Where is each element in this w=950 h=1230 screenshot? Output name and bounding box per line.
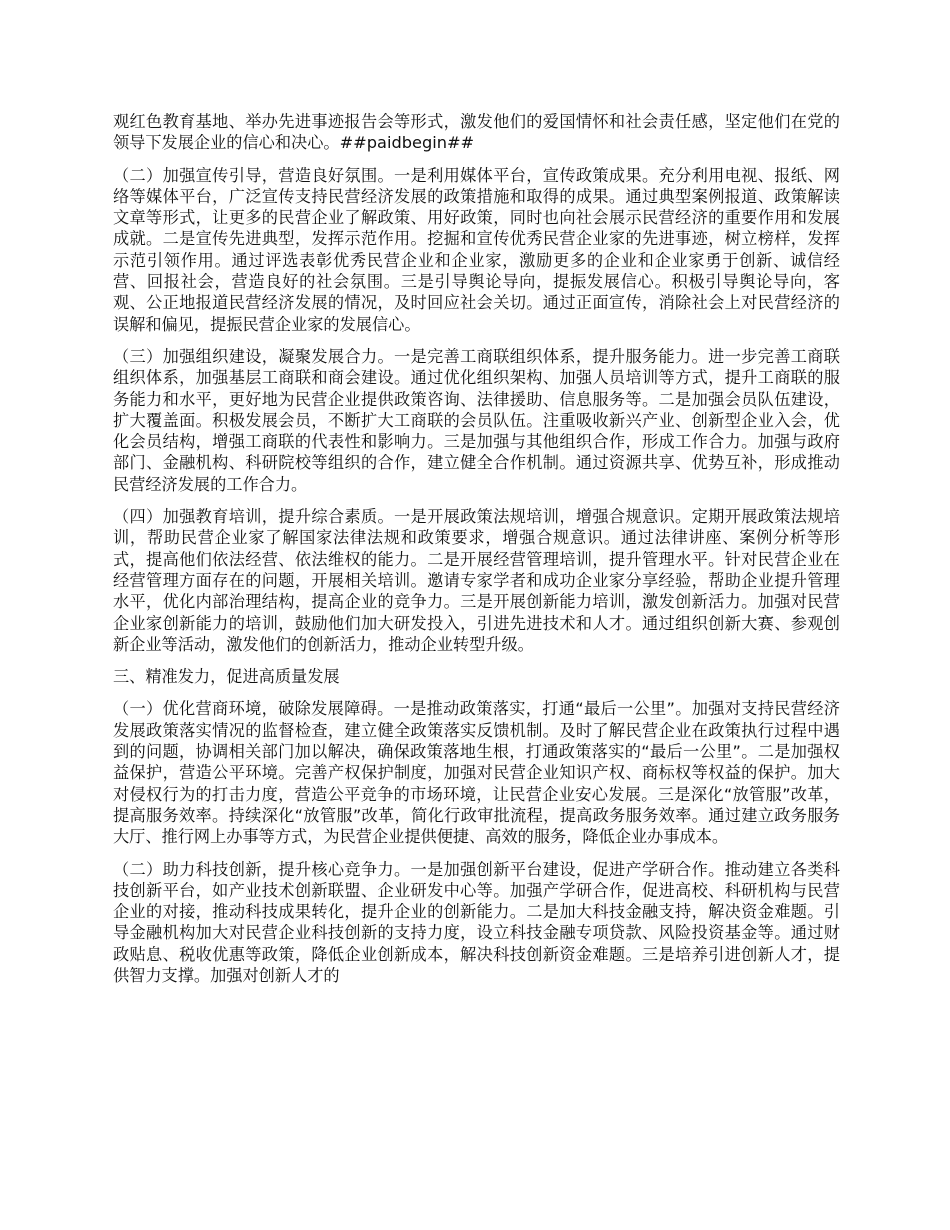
paragraph-education-training: （四）加强教育培训，提升综合素质。一是开展政策法规培训，增强合规意识。定期开展政策法规培训，帮助民营企业家了解国家法律法规和政策要求，增强合规意识。通过法律讲座、案例分析等形式，提高他们依法经营、依法维权的能力。二是开展经营管理培训，提升管理水平。针对民营企业在经营管理方面存在的问题，开展相关培训。邀请专家学者和成功企业家分享经验，帮助企业提升管理水平，优化内部治理结构，提高企业的竞争力。三是开展创新能力培训，激发创新活力。加强对民营企业家创新能力的培训，鼓励他们加大研发投入，引进先进技术和人才。通过组织创新大赛、参观创新企业等活动，激发他们的创新活力，推动企业转型升级。: [113, 507, 840, 654]
paragraph-organization-building: （三）加强组织建设，凝聚发展合力。一是完善工商联组织体系，提升服务能力。进一步完善工商联组织体系，加强基层工商联和商会建设。通过优化组织架构、加强人员培训等方式，提升工商联的服务能力和水平，更好地为民营企业提供政策咨询、法律援助、信息服务等。二是加强会员队伍建设，扩大覆盖面。积极发展会员，不断扩大工商联的会员队伍。注重吸收新兴产业、创新型企业入会，优化会员结构，增强工商联的代表性和影响力。三是加强与其他组织合作，形成工作合力。加强与政府部门、金融机构、科研院校等组织的合作，建立健全合作机制。通过资源共享、优势互补，形成推动民营经济发展的工作合力。: [113, 346, 840, 494]
paragraph-publicity-guidance: （二）加强宣传引导，营造良好氛围。一是利用媒体平台，宣传政策成果。充分利用电视、报纸、网络等媒体平台，广泛宣传支持民营经济发展的政策措施和取得的成果。通过典型案例报道、政策解读文章等形式，让更多的民营企业了解政策、用好政策，同时也向社会展示民营经济的重要作用和发展成就。二是宣传先进典型，发挥示范作用。挖掘和宣传优秀民营企业家的先进事迹，树立榜样，发挥示范引领作用。通过评选表彰优秀民营企业和企业家，激励更多的企业和企业家勇于创新、诚信经营、回报社会，营造良好的社会氛围。三是引导舆论导向，提振发展信心。积极引导舆论导向，客观、公正地报道民营经济发展的情况，及时回应社会关切。通过正面宣传，消除社会上对民营经济的误解和偏见，提振民营企业家的发展信心。: [113, 165, 840, 334]
section-heading-precise-effort: 三、精准发力，促进高质量发展: [113, 667, 340, 687]
paragraph-tech-innovation: （二）助力科技创新，提升核心竞争力。一是加强创新平台建设，促进产学研合作。推动建立各类科技创新平台，如产业技术创新联盟、企业研发中心等。加强产学研合作，促进高校、科研机构与民营企业的对接，推动科技成果转化，提升企业的创新能力。二是加大科技金融支持，解决资金难题。引导金融机构加大对民营企业科技创新的支持力度，设立科技金融专项贷款、风险投资基金等。通过财政贴息、税收优惠等政策，降低企业创新成本，解决科技创新资金难题。三是培养引进创新人才，提供智力支撑。加强对创新人才的: [113, 859, 840, 985]
paragraph-red-education: 观红色教育基地、举办先进事迹报告会等形式，激发他们的爱国情怀和社会责任感，坚定他们在党的领导下发展企业的信心和决心。##paidbegin##: [113, 112, 840, 153]
paragraph-business-environment: （一）优化营商环境，破除发展障碍。一是推动政策落实，打通“最后一公里”。加强对支持民营经济发展政策落实情况的监督检查，建立健全政策落实反馈机制。及时了解民营企业在政策执行过程中遇到的问题，协调相关部门加以解决，确保政策落地生根，打通政策落实的“最后一公里”。二是加强权益保护，营造公平环境。完善产权保护制度，加强对民营企业知识产权、商标权等权益的保护。加大对侵权行为的打击力度，营造公平竞争的市场环境，让民营企业安心发展。三是深化“放管服”改革，提高服务效率。持续深化“放管服”改革，简化行政审批流程，提高政务服务效率。通过建立政务服务大厅、推行网上办事等方式，为民营企业提供便捷、高效的服务，降低企业办事成本。: [113, 699, 840, 847]
document-body: [113, 111, 840, 997]
